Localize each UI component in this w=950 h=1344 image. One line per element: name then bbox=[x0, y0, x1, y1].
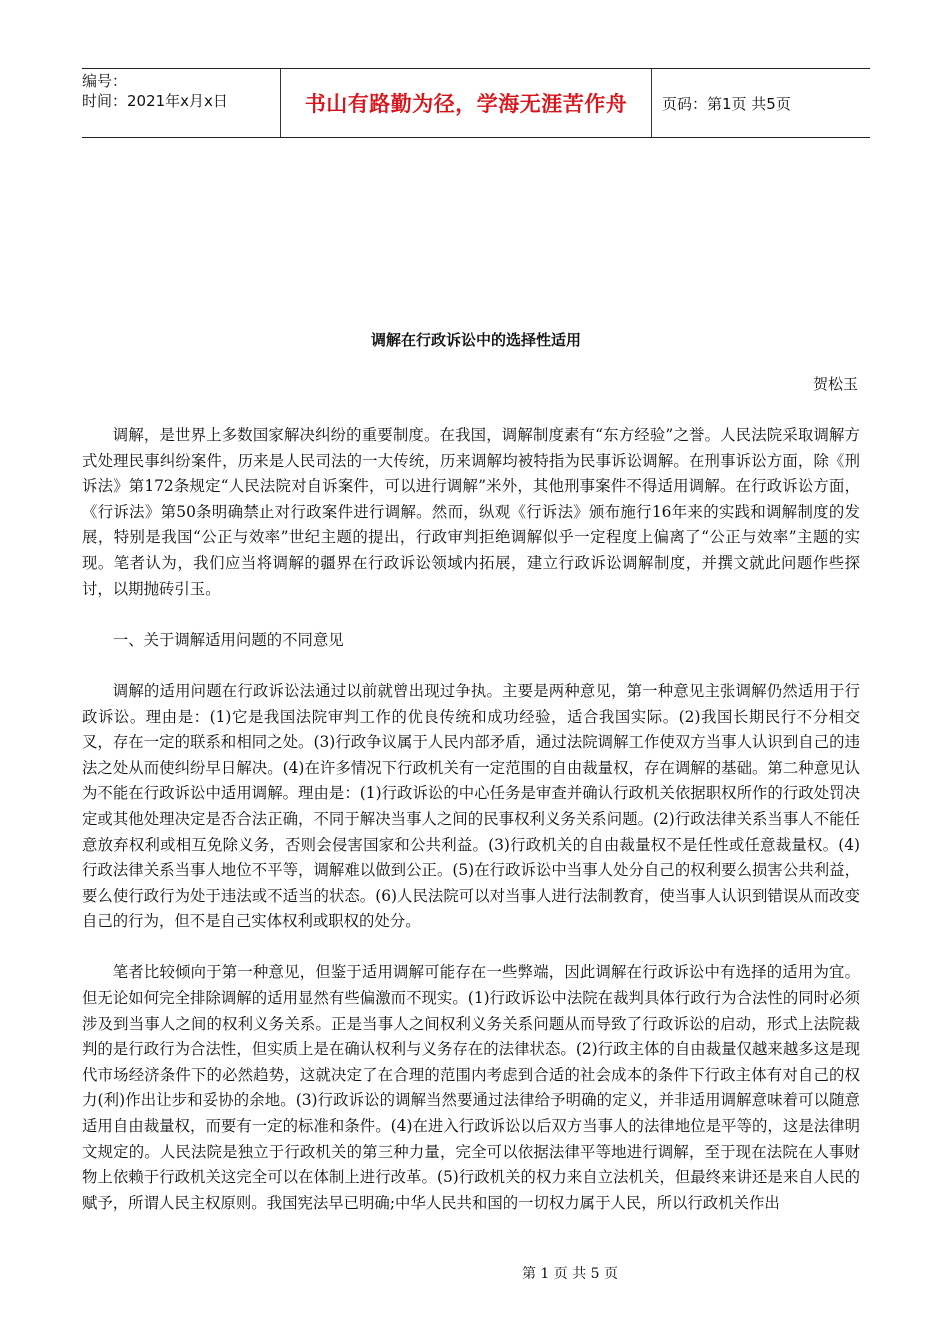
paragraph-opinions: 调解的适用问题在行政诉讼法通过以前就曾出现过争执。主要是两种意见，第一种意见主张调解仍然适用于行政诉讼。理由是：(1)它是我国法院审判工作的优良传统和成功经验，适合我国实际。(2)我国长期民行不分相交叉，存在一定的联系和相同之处。(3)行政争议属于人民内部矛盾，通过法院调解工作使双方当事人认识到自己的违法之处从而使纠纷早日解决。(4)在许多情况下行政机关有一定范围的自由裁量权，存在调解的基础。第二种意见认为不能在行政诉讼中适用调解。理由是：(1)行政诉讼的中心任务是审查并确认行政机关依据职权所作的行政处罚决定或其他处理决定是否合法正确，不同于解决当事人之间的民事权利义务关系问题。(2)行政法律关系当事人不能任意放弃权利或相互免除义务，否则会侵害国家和公共利益。(3)行政机关的自由裁量权不是任性或任意裁量权。(4)行政法律关系当事人地位不平等，调解难以做到公正。(5)在行政诉讼中当事人处分自己的权利要么损害公共利益，要么使行政行为处于违法或不适当的状态。(6)人民法院可以对当事人进行法制教育，使当事人认识到错误从而改变自己的行为，但不是自己实体权利或职权的处分。 bbox=[82, 681, 860, 931]
paragraph-author-view: 笔者比较倾向于第一种意见，但鉴于适用调解可能存在一些弊端，因此调解在行政诉讼中有选择的适用为宜。但无论如何完全排除调解的适用显然有些偏激而不现实。(1)行政诉讼中法院在裁判具体行政行为合法性的同时必须涉及到当事人之间的权利义务关系。正是当事人之间权利义务关系问题从而导致了行政诉讼的启动，形式上法院裁判的是行政行为合法性，但实质上是在确认权利与义务存在的法律状态。(2)行政主体的自由裁量仅越来越多这是现代市场经济条件下的必然趋势，这就决定了在合理的范围内考虑到合适的社会成本的条件下行政主体有对自己的权力(利)作出让步和妥协的余地。(3)行政诉讼的调解当然要通过法律给予明确的定义，并非适用调解意味着可以随意适用自由裁量权，而要有一定的标准和条件。(4)在进入行政诉讼以后双方当事人的法律地位是平等的，这是法律明文规定的。人民法院是独立于行政机关的第三种力量，完全可以依据法律平等地进行调解，至于现在法院在人事财物上依赖于行政机关这完全可以在体制上进行改革。(5)行政机关的权力来自立法机关，但最终来讲还是来自人民的赋予，所谓人民主权原则。我国宪法早已明确;中华人民共和国的一切权力属于人民，所以行政机关作出 bbox=[82, 963, 860, 1212]
number-label: 编号： bbox=[82, 72, 128, 90]
page-footer: 第 1 页 共 5 页 bbox=[521, 1266, 619, 1282]
document-author: 贺松玉 bbox=[812, 375, 858, 393]
paragraph-intro: 调解，是世界上多数国家解决纠纷的重要制度。在我国，调解制度素有“东方经验”之誉。人民法院采取调解方式处理民事纠纷案件，历来是人民司法的一大传统，历来调解均被特指为民事诉讼调解。在刑事诉讼方面，除《刑诉法》第172条规定“人民法院对自诉案件，可以进行调解”米外，其他刑事案件不得适用调解。在行政诉讼方面，《行诉法》第50条明确禁止对行政案件进行调解。然而，纵观《行诉法》颁布施行16年来的实践和调解制度的发展，特别是我国“公正与效率”世纪主题的提出，行政审判拒绝调解似乎一定程度上偏离了“公正与效率”主题的实现。笔者认为，我们应当将调解的疆界在行政诉讼领域内拓展，建立行政诉讼调解制度，并撰文就此问题作些探讨，以期抛砖引玉。 bbox=[82, 426, 860, 598]
section-heading: 一、关于调解适用问题的不同意见 bbox=[112, 630, 344, 649]
time-label: 时间：2021年x月x日 bbox=[82, 92, 228, 110]
document-body bbox=[82, 423, 860, 1242]
header-motto: 书山有路勤为径，学海无涯苦作舟 bbox=[281, 69, 652, 137]
header-page-info: 页码：第1页 共5页 bbox=[662, 94, 791, 113]
header-meta bbox=[82, 69, 281, 137]
page-header bbox=[82, 68, 870, 138]
document-title: 调解在行政诉讼中的选择性适用 bbox=[370, 331, 581, 349]
